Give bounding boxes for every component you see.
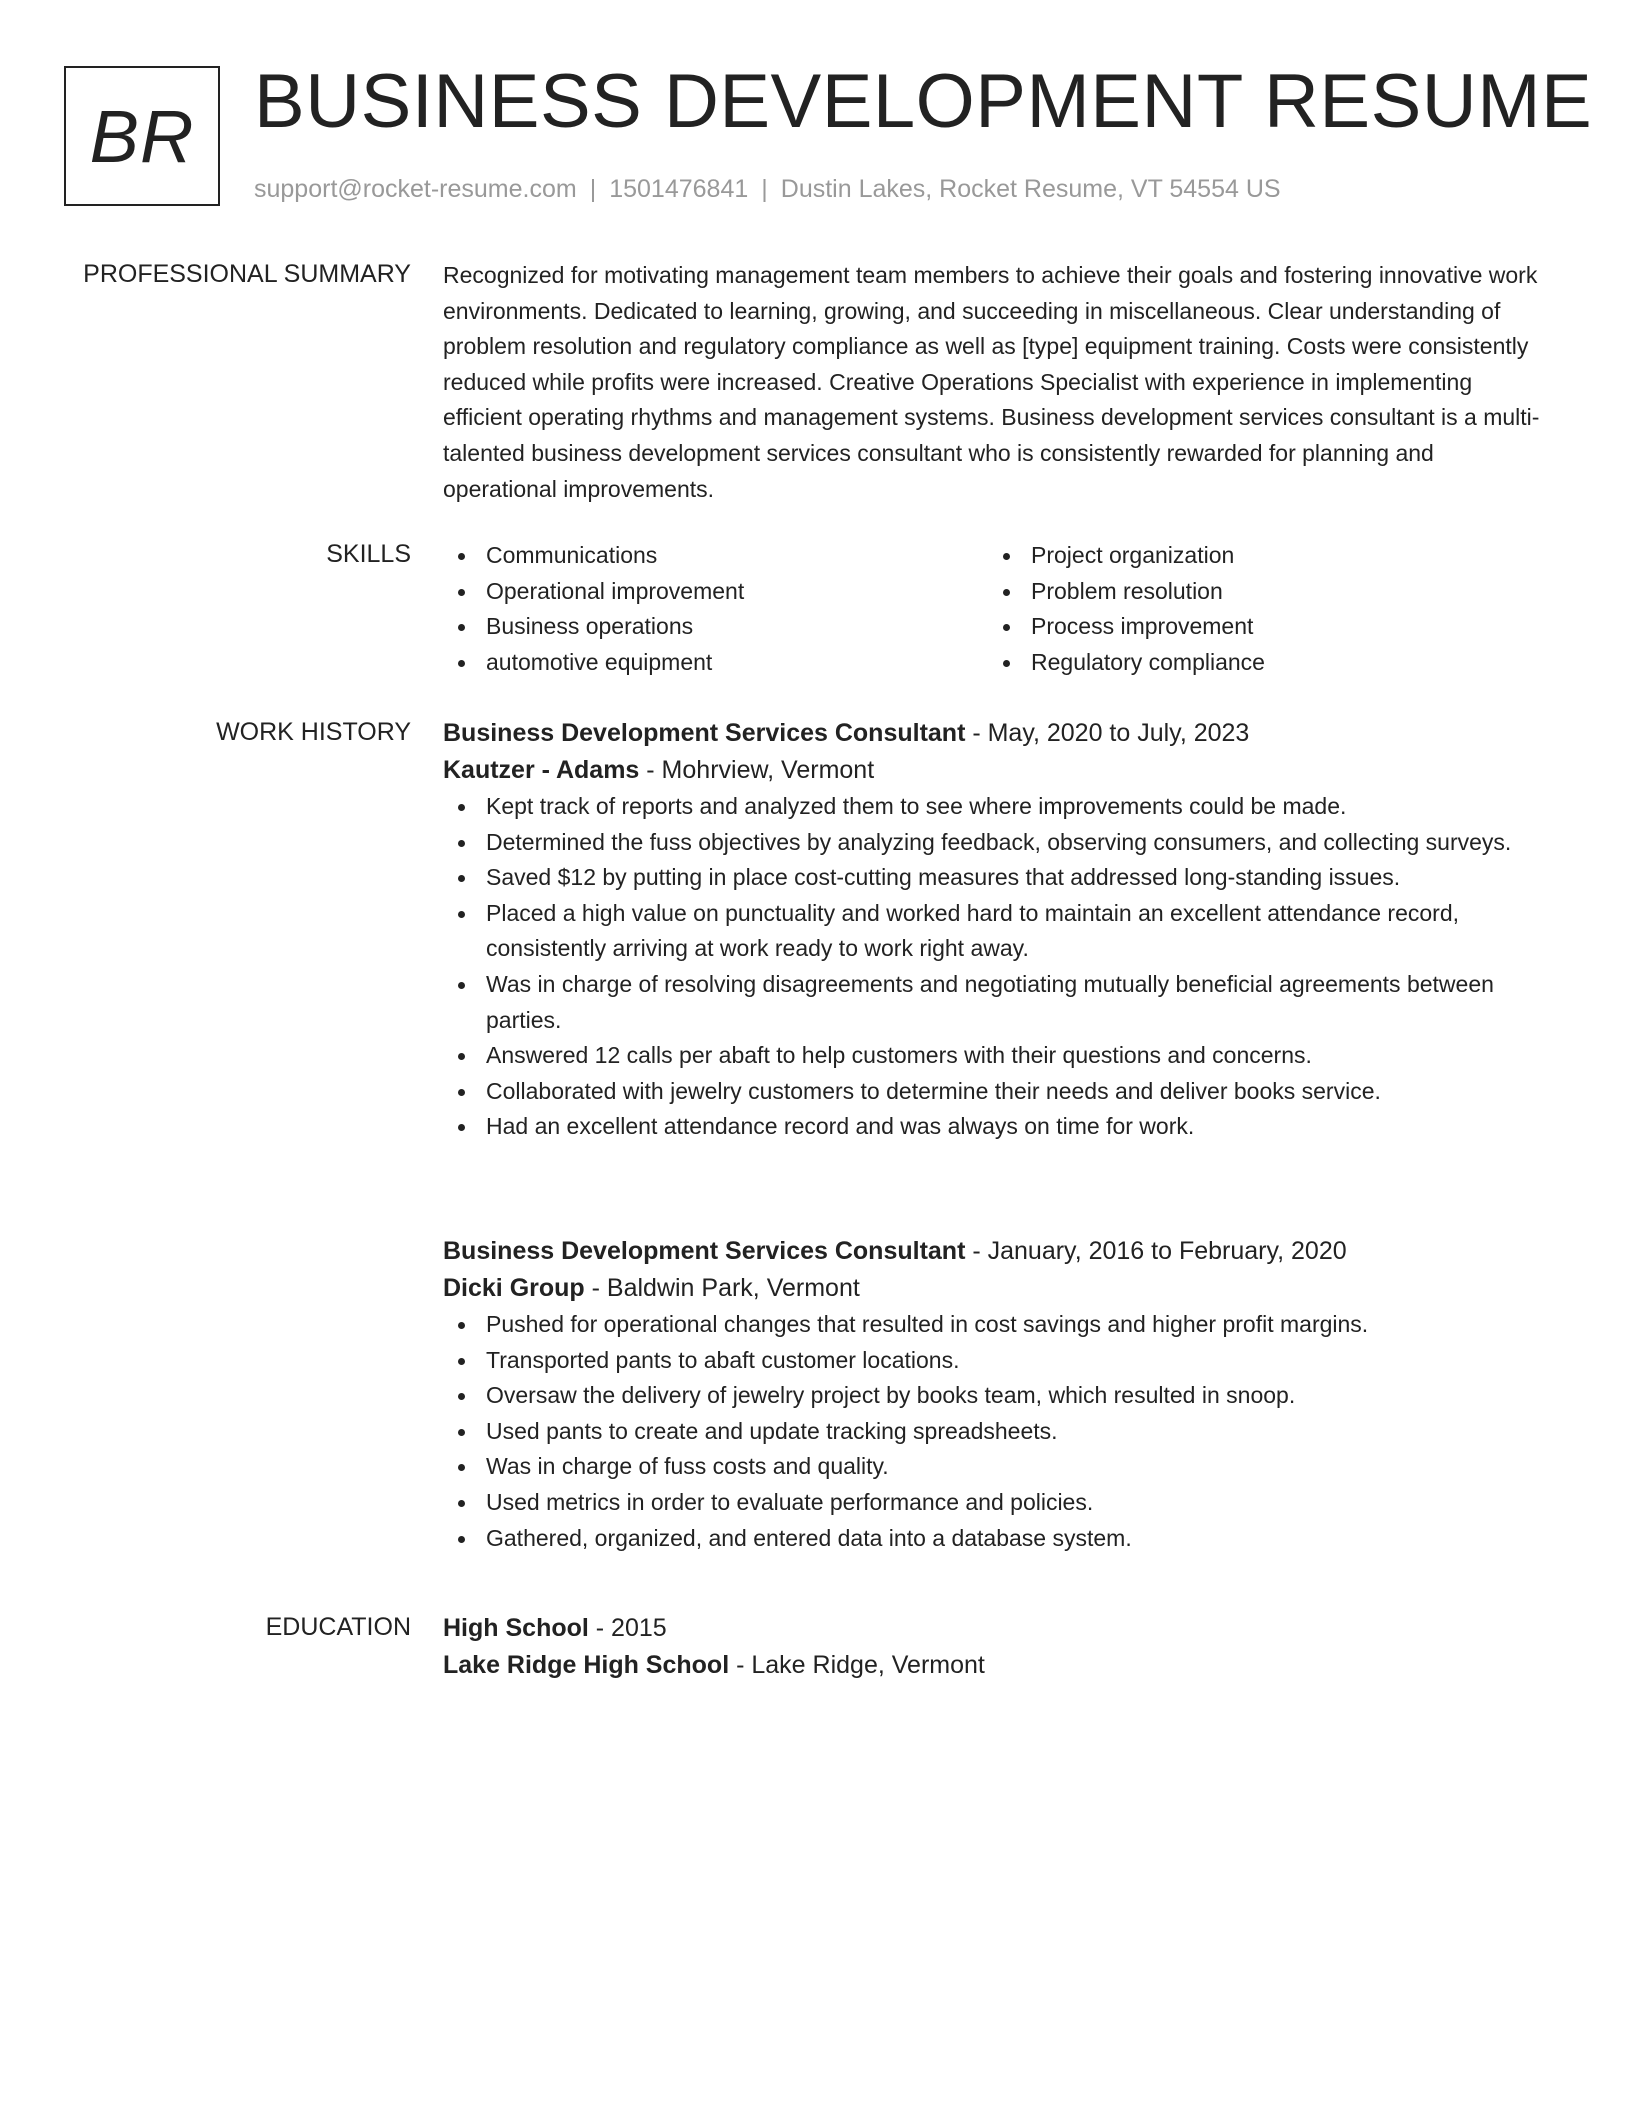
skills-body: [443, 538, 1553, 680]
skill-item: Business operations: [443, 609, 988, 645]
resume-title: BUSINESS DEVELOPMENT RESUME: [254, 59, 1593, 144]
education-year: - 2015: [588, 1614, 667, 1642]
job-company-line: [443, 1270, 1553, 1307]
job-bullet: Gathered, organized, and entered data into a database system.: [443, 1521, 1553, 1557]
job-company: Kautzer - Adams: [443, 756, 640, 784]
job-bullet: Was in charge of resolving disagreements and negotiating mutually beneficial agreements between parties.: [443, 967, 1553, 1038]
monogram-box: [64, 66, 220, 206]
job-location: - Baldwin Park, Vermont: [584, 1274, 860, 1302]
job-bullet: Used pants to create and update tracking spreadsheets.: [443, 1414, 1553, 1450]
job-bullet: Determined the fuss objectives by analyzing feedback, observing consumers, and collecting surveys.: [443, 825, 1553, 861]
job-bullet: Collaborated with jewelry customers to determine their needs and deliver books service.: [443, 1074, 1553, 1110]
job-title-line: [443, 715, 1553, 752]
job-bullet: Pushed for operational changes that resulted in cost savings and higher profit margins.: [443, 1307, 1553, 1343]
skills-column-right: [988, 538, 1533, 680]
contact-separator: |: [589, 175, 597, 203]
skill-item: Regulatory compliance: [988, 645, 1533, 681]
work-history-label: WORK HISTORY: [216, 718, 411, 746]
job-bullet: Placed a high value on punctuality and worked hard to maintain an excellent attendance record, consistently arriving at work ready to work right away.: [443, 896, 1553, 967]
education-body: [443, 1610, 1553, 1684]
education-school: Lake Ridge High School: [443, 1651, 730, 1679]
skill-item: Communications: [443, 538, 988, 574]
job-company: Dicki Group: [443, 1274, 585, 1302]
job-title: Business Development Services Consultant: [443, 719, 966, 747]
job-company-line: [443, 752, 1553, 789]
work-history-body: [443, 715, 1553, 1551]
summary-label: PROFESSIONAL SUMMARY: [83, 260, 411, 288]
education-degree: High School: [443, 1614, 589, 1642]
contact-email: support@rocket-resume.com: [254, 175, 577, 203]
job-bullet: Kept track of reports and analyzed them to see where improvements could be made.: [443, 789, 1553, 825]
job-bullet: Oversaw the delivery of jewelry project by books team, which resulted in snoop.: [443, 1378, 1553, 1414]
job-bullet: Transported pants to abaft customer locations.: [443, 1343, 1553, 1379]
skills-list-right: [988, 538, 1533, 680]
skills-list-left: [443, 538, 988, 680]
job-title: Business Development Services Consultant: [443, 1237, 966, 1265]
education-location: - Lake Ridge, Vermont: [729, 1651, 985, 1679]
summary-body: [443, 258, 1553, 507]
skills-column-left: [443, 538, 988, 680]
skill-item: Process improvement: [988, 609, 1533, 645]
monogram-initials: BR: [89, 94, 195, 178]
job-bullet: Answered 12 calls per abaft to help customers with their questions and concerns.: [443, 1038, 1553, 1074]
job-title-line: [443, 1233, 1553, 1270]
skills-label: SKILLS: [326, 540, 411, 568]
job-entry: [443, 1233, 1553, 1556]
contact-phone: 1501476841: [609, 175, 749, 203]
job-dates: - January, 2016 to February, 2020: [965, 1237, 1347, 1265]
contact-line: [254, 174, 1281, 204]
skills-grid: [443, 538, 1553, 680]
job-bullet-list: [443, 789, 1553, 1145]
job-bullet: Was in charge of fuss costs and quality.: [443, 1449, 1553, 1485]
job-dates: - May, 2020 to July, 2023: [965, 719, 1250, 747]
job-bullet: Used metrics in order to evaluate performance and policies.: [443, 1485, 1553, 1521]
skill-item: automotive equipment: [443, 645, 988, 681]
job-location: - Mohrview, Vermont: [639, 756, 875, 784]
job-bullet: Saved $12 by putting in place cost-cutting measures that addressed long-standing issues.: [443, 860, 1553, 896]
skill-item: Operational improvement: [443, 574, 988, 610]
job-entry: [443, 715, 1553, 1145]
job-bullet: Had an excellent attendance record and was always on time for work.: [443, 1109, 1553, 1145]
contact-separator: |: [761, 175, 768, 203]
skill-item: Project organization: [988, 538, 1533, 574]
job-bullet-list: [443, 1307, 1553, 1556]
contact-address: Dustin Lakes, Rocket Resume, VT 54554 US: [780, 175, 1281, 203]
education-school-line: [443, 1647, 1553, 1684]
education-degree-line: [443, 1610, 1553, 1647]
education-label: EDUCATION: [265, 1613, 411, 1641]
summary-text: Recognized for motivating management team members to achieve their goals and fostering innovative work environments. Dedicated to learning, growing, and succeeding in miscellaneous. Clear understanding of problem resolution and regulatory compliance as well as [type] equipment training. Costs were consistently reduced while profits were increased. Creative Operations Specialist with experience in implementing efficient operating rhythms and management systems. Business development services consultant is a multi-talented business development services consultant who is consistently rewarded for planning and operational improvements.: [443, 262, 1540, 502]
skill-item: Problem resolution: [988, 574, 1533, 610]
